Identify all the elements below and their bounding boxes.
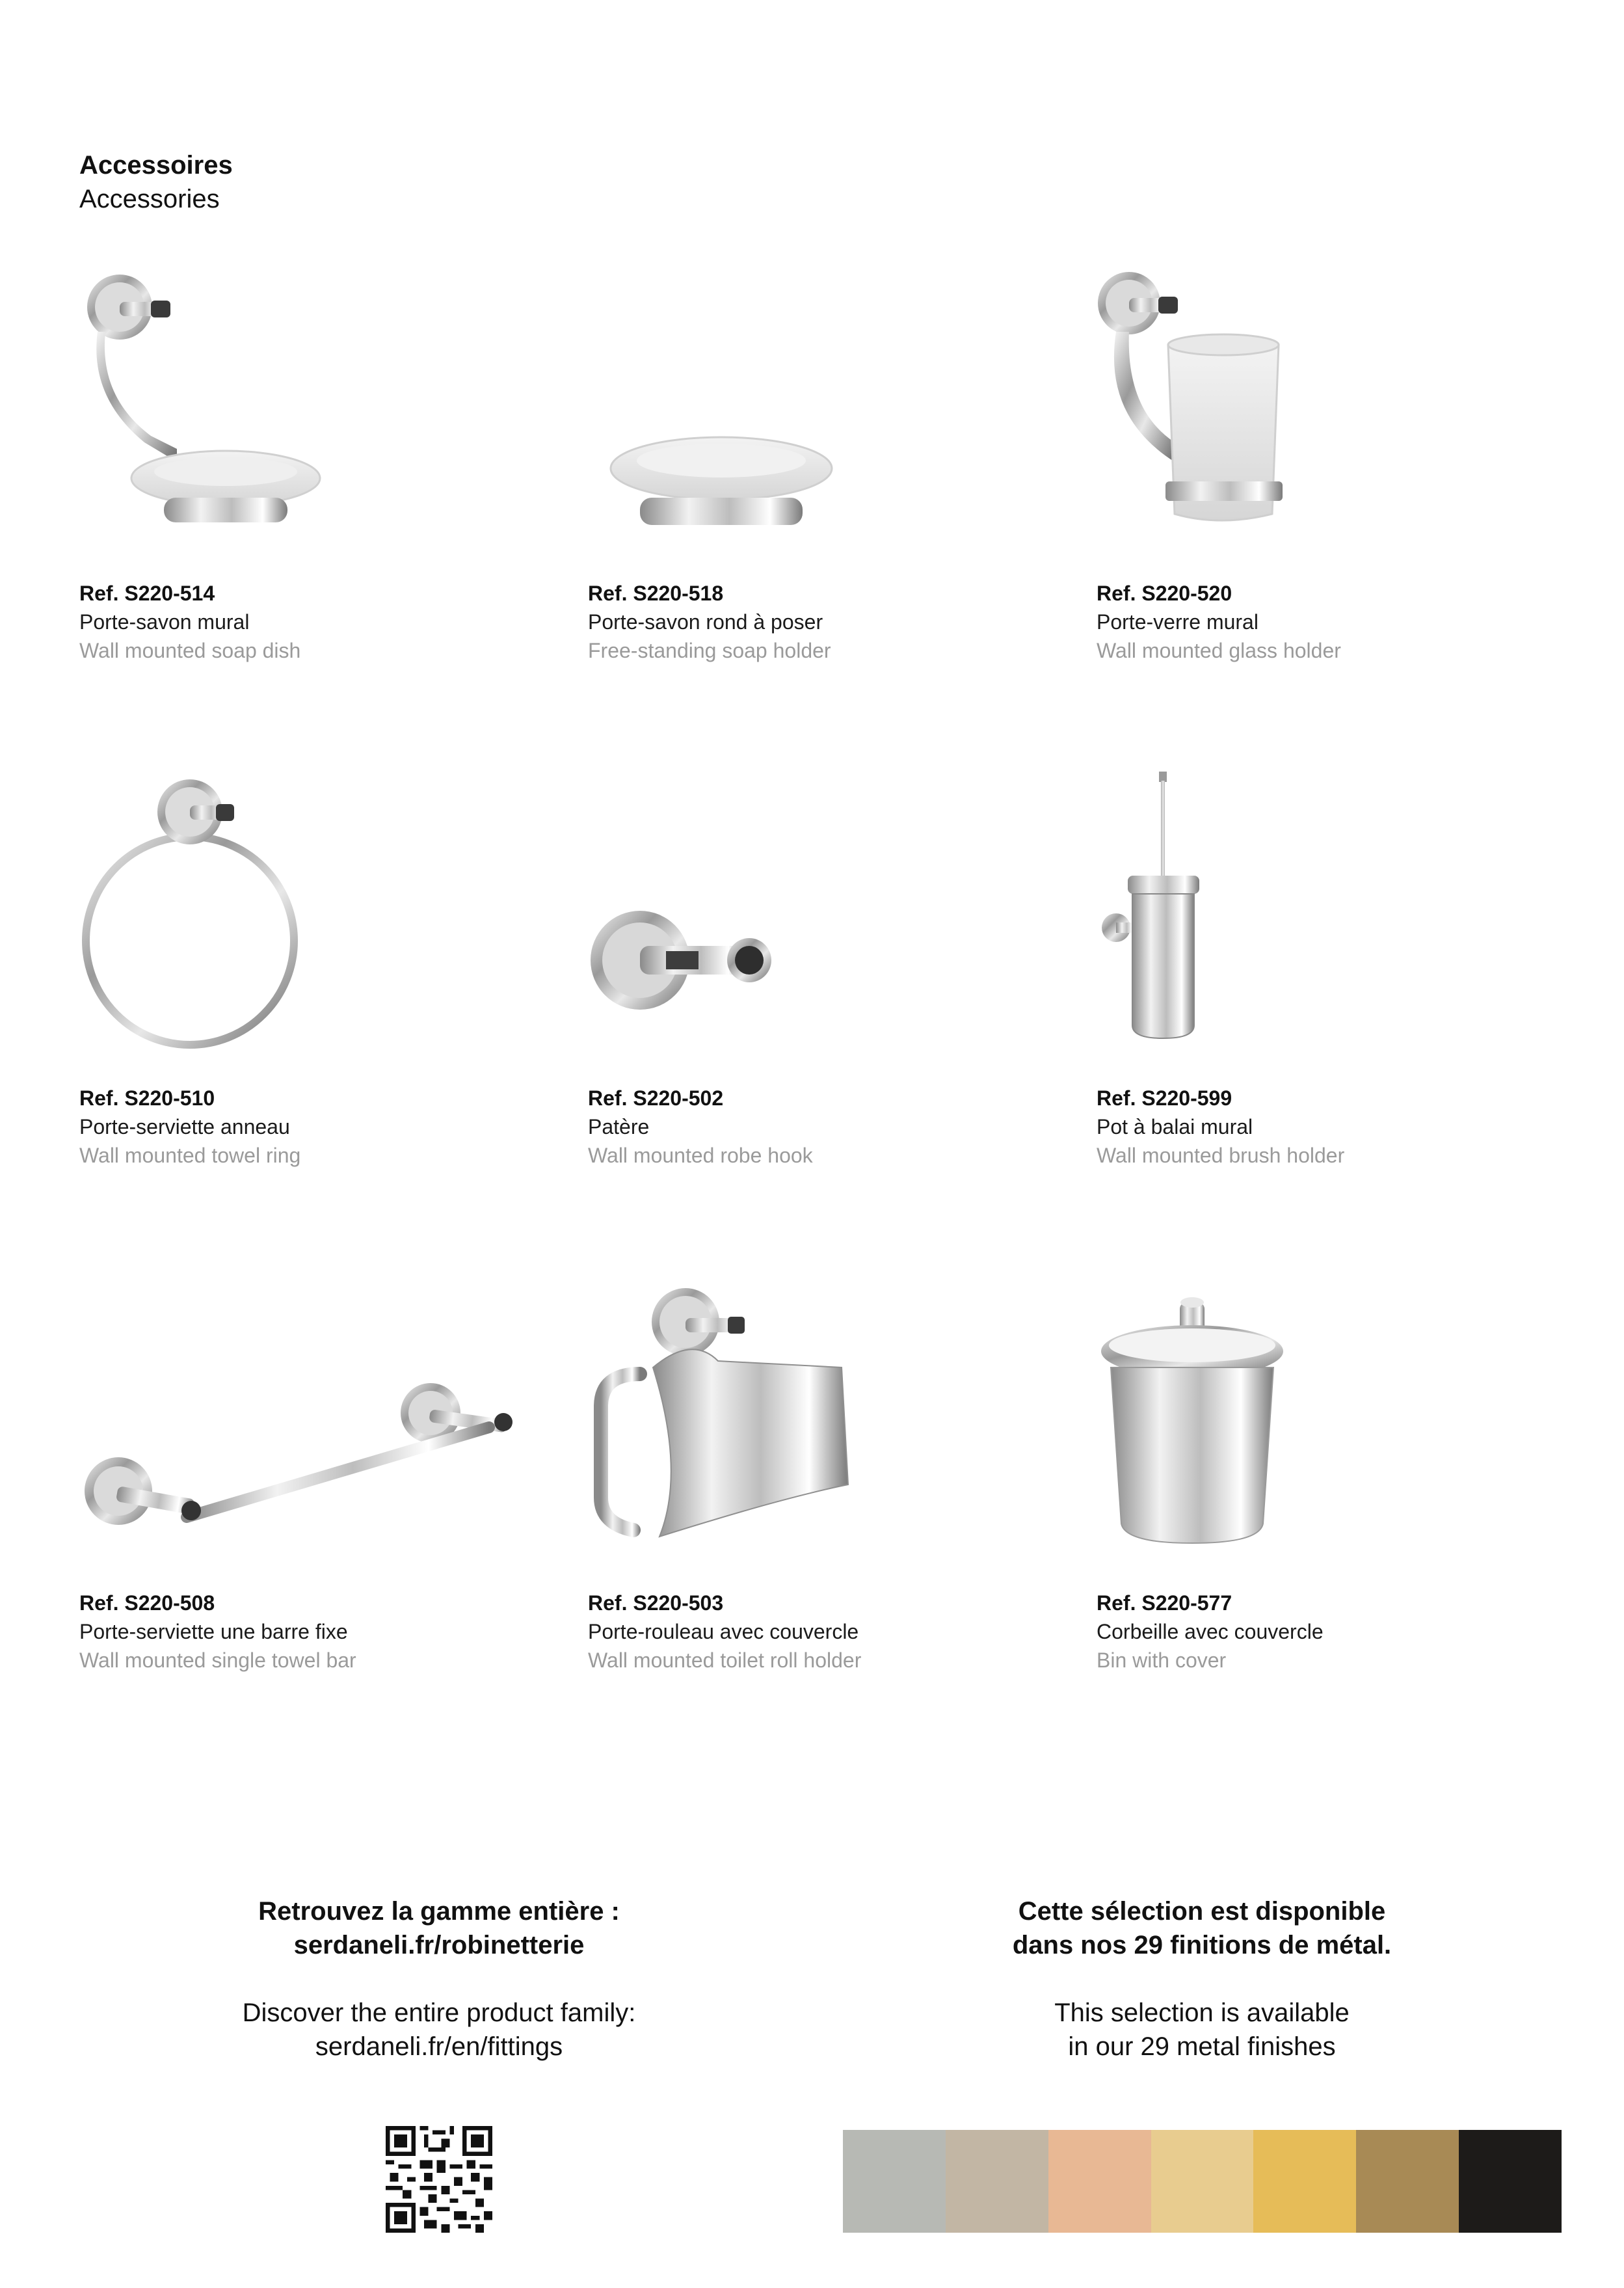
product-card	[1097, 1276, 1552, 1672]
robe-hook-icon	[588, 772, 868, 1064]
footer-left-line2[interactable]: serdaneli.fr/robinetterie	[293, 1931, 585, 1959]
product-card	[588, 267, 1043, 662]
product-ref: Ref. S220-514	[79, 582, 215, 605]
bin-icon	[1097, 1276, 1376, 1569]
product-ref: Ref. S220-518	[588, 582, 724, 605]
section-title	[79, 148, 233, 216]
product-name-en: Free-standing soap holder	[588, 639, 831, 662]
product-name-en: Wall mounted soap dish	[79, 639, 301, 662]
finish-swatch	[946, 2130, 1048, 2233]
wall-soap-dish-icon	[79, 267, 359, 559]
footer-left-line3: Discover the entire product family:	[242, 1999, 636, 2027]
product-card	[1097, 267, 1552, 662]
qr-code-icon[interactable]	[386, 2126, 492, 2233]
product-card	[1097, 772, 1552, 1167]
product-card	[79, 1276, 535, 1672]
product-name-fr: Porte-serviette une barre fixe	[79, 1620, 348, 1643]
product-card	[588, 772, 1043, 1167]
towel-bar-icon	[79, 1276, 535, 1569]
finish-swatch	[1151, 2130, 1254, 2233]
product-card	[79, 772, 535, 1167]
product-card	[588, 1276, 1043, 1672]
product-name-en: Bin with cover	[1097, 1649, 1227, 1672]
footer-right-line4: in our 29 metal finishes	[1068, 2032, 1336, 2061]
glass-holder-icon	[1097, 267, 1376, 559]
title-en: Accessories	[79, 185, 220, 213]
product-name-fr: Porte-serviette anneau	[79, 1115, 290, 1138]
standing-soap-holder-icon	[588, 267, 868, 559]
finish-swatch	[1356, 2130, 1459, 2233]
towel-ring-icon	[79, 772, 359, 1064]
product-ref: Ref. S220-503	[588, 1591, 724, 1615]
metal-finish-swatches	[843, 2130, 1562, 2233]
product-ref: Ref. S220-520	[1097, 582, 1232, 605]
footer-finishes-info	[909, 1894, 1495, 2064]
product-name-en: Wall mounted glass holder	[1097, 639, 1341, 662]
product-name-fr: Pot à balai mural	[1097, 1115, 1253, 1138]
product-name-fr: Porte-savon rond à poser	[588, 610, 823, 634]
product-name-en: Wall mounted towel ring	[79, 1144, 301, 1167]
product-name-en: Wall mounted single towel bar	[79, 1649, 356, 1672]
product-name-fr: Patère	[588, 1115, 650, 1138]
finish-swatch	[843, 2130, 946, 2233]
product-ref: Ref. S220-510	[79, 1086, 215, 1110]
product-name-fr: Corbeille avec couvercle	[1097, 1620, 1324, 1643]
product-ref: Ref. S220-599	[1097, 1086, 1232, 1110]
product-name-fr: Porte-savon mural	[79, 610, 250, 634]
footer-left-line1: Retrouvez la gamme entière :	[258, 1897, 620, 1926]
footer-right-line1: Cette sélection est disponible	[1018, 1897, 1386, 1926]
product-name-en: Wall mounted toilet roll holder	[588, 1649, 862, 1672]
product-name-en: Wall mounted robe hook	[588, 1144, 813, 1167]
finish-swatch	[1459, 2130, 1562, 2233]
footer-left-line4[interactable]: serdaneli.fr/en/fittings	[315, 2032, 563, 2061]
footer-range-info	[146, 1894, 732, 2064]
finish-swatch	[1253, 2130, 1356, 2233]
finish-swatch	[1048, 2130, 1151, 2233]
title-fr: Accessoires	[79, 151, 233, 180]
brush-holder-icon	[1097, 772, 1376, 1064]
toilet-roll-holder-icon	[588, 1276, 868, 1569]
product-ref: Ref. S220-502	[588, 1086, 724, 1110]
product-ref: Ref. S220-577	[1097, 1591, 1232, 1615]
product-card	[79, 267, 535, 662]
product-name-fr: Porte-verre mural	[1097, 610, 1258, 634]
footer-right-line2: dans nos 29 finitions de métal.	[1012, 1931, 1392, 1959]
product-ref: Ref. S220-508	[79, 1591, 215, 1615]
footer-right-line3: This selection is available	[1054, 1999, 1350, 2027]
product-name-en: Wall mounted brush holder	[1097, 1144, 1345, 1167]
product-name-fr: Porte-rouleau avec couvercle	[588, 1620, 859, 1643]
